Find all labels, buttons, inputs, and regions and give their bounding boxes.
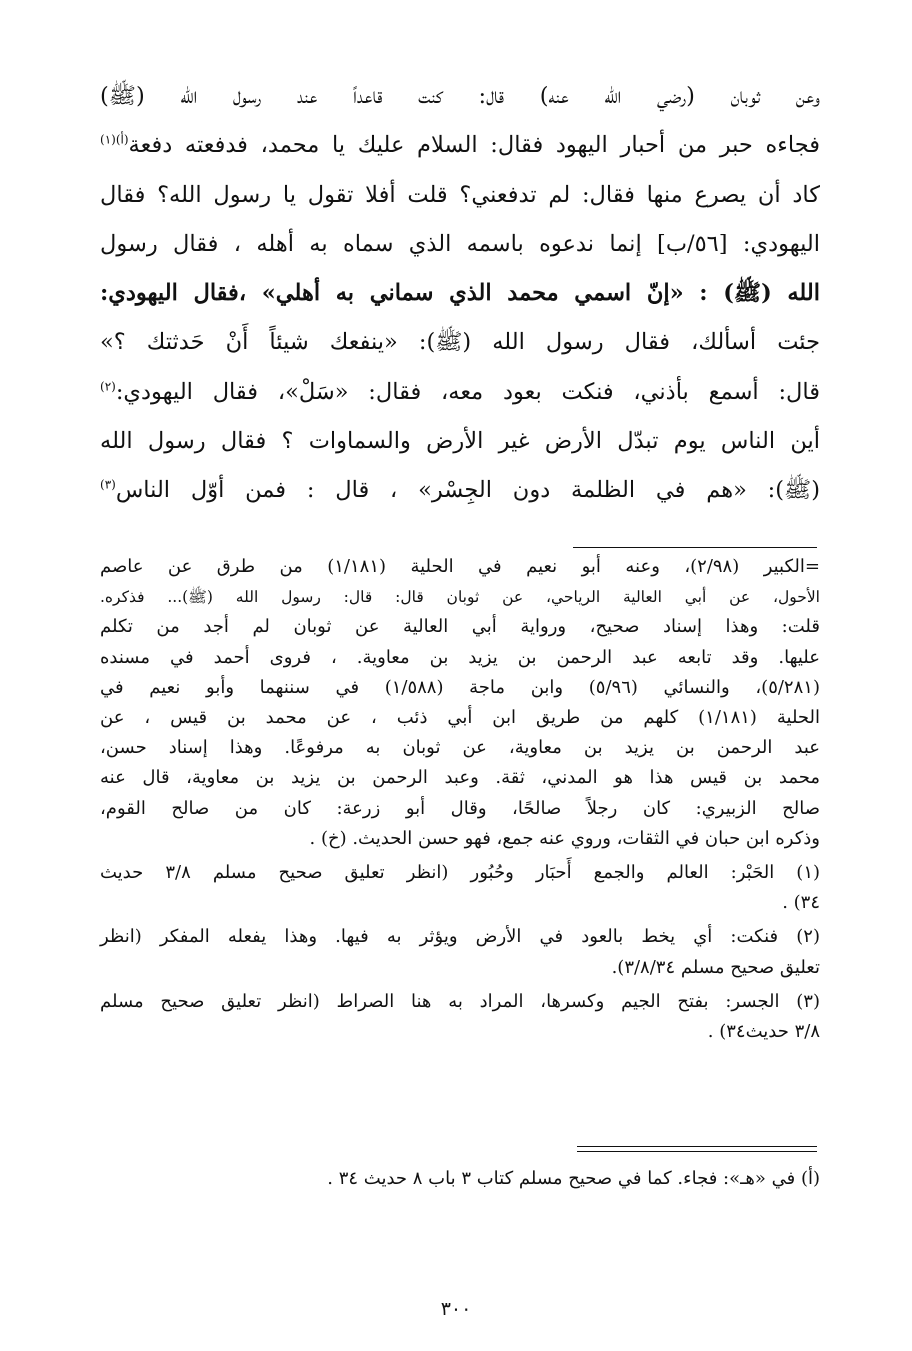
main-line: اليهودي: [٥٦/ب] إنما ندعوه باسمه الذي سماه به أهله ، فقال رسول xyxy=(100,230,820,257)
main-text xyxy=(100,72,820,516)
commentary-line: الأحول، عن أبي العالية الرياحي، عن ثوبان قال: قال: رسول الله (ﷺ)... فذكره. xyxy=(100,588,820,607)
main-line: الله (ﷺ) : «إنّ اسمي محمد الذي سماني به أهلي» ،فقال اليهودي: xyxy=(100,280,820,307)
main-line-start: فجاءه حبر من أحبار اليهود فقال: السلام عليك يا محمد، فدفعته دفعة xyxy=(128,132,820,159)
footnote-line: (١) الحَبْر: العالم والجمع أَحبَار وحُبُور (انظر تعليق صحيح مسلم ٣/٨ حديث xyxy=(100,862,821,884)
main-line: جئت أسألك، فقال رسول الله (ﷺ): «ينفعك شيئاً أَنْ حَدثتك ؟» xyxy=(100,329,820,356)
commentary-line: صالح الزبيري: كان رجلاً صالحًا، وقال أبو زرعة: كان من صالح القوم، xyxy=(100,797,820,819)
footnote-marker[interactable]: (٣) xyxy=(100,477,116,492)
main-line: قال: أسمع بأذني، فنكت بعود معه، فقال: «سَلْ»، فقال اليهودي:$^{(٢)}$ xyxy=(100,378,820,405)
footnote-line: تعليق صحيح مسلم ٣/٨/٣٤). xyxy=(611,956,820,978)
commentary-line: الحلية (١/١٨١) كلهم من طريق ابن أبي ذئب ، عن محمد بن قيس ، عن xyxy=(100,707,821,729)
appendix-note: (أ) في «هـ»: فجاء. كما في صحيح مسلم كتاب ٣ باب ٨ حديث ٣٤ . xyxy=(327,1168,820,1189)
commentary xyxy=(100,552,820,854)
commentary-line: محمد بن قيس هذا هو المدني، ثقة. وعبد الرحمن بن يزيد بن معاوية، قال عنه xyxy=(100,767,820,789)
footnote-marker[interactable]: (٢) xyxy=(100,379,116,394)
main-line: وعن ثوبان (رضي الله عنه) قال: كنت قاعداً عند رسول الله (ﷺ) xyxy=(100,83,820,109)
footnote-line: ٣/٨ حديث٣٤) . xyxy=(707,1021,820,1043)
appendix-separator xyxy=(577,1146,817,1152)
commentary-line: =الكبير (٢/٩٨)، وعنه أبو نعيم في الحلية (١/١٨١) من طرق عن عاصم xyxy=(100,556,820,577)
footnote-line: (٣) الجسر: بفتح الجيم وكسرها، المراد به هنا الصراط (انظر تعليق صحيح مسلم xyxy=(100,990,820,1012)
commentary-line: قلت: وهذا إسناد صحيح، ورواية أبي العالية عن ثوبان لم أجد من تكلم xyxy=(100,616,820,638)
footnote-separator xyxy=(573,547,817,548)
footnote-line: (٢) فنكت: أي يخط بالعود في الأرض ويؤثر به فيها. وهذا يفعله المفكر (انظر xyxy=(100,926,820,948)
main-line xyxy=(100,121,820,170)
footnote-marker[interactable]: (أ) xyxy=(115,132,129,147)
main-line: أين الناس يوم تبدّل الأرض غير الأرض والسماوات ؟ فقال رسول الله xyxy=(100,428,820,455)
commentary-line: عليها. وقد تابعه عبد الرحمن بن يزيد بن معاوية. ، فروى أحمد في مسنده xyxy=(100,646,820,668)
main-line: (ﷺ): «هم في الظلمة دون الجِسْر» ، قال : فمن أوّل الناس$^{(٣)}$ xyxy=(100,477,820,504)
commentary-line: (٥/٢٨١)، والنسائي (٥/٩٦) وابن ماجة (١/٥٨٨) في سننهما وأبو نعيم في xyxy=(100,676,820,698)
footnotes-area xyxy=(100,552,820,1047)
page-number: ٣٠٠ xyxy=(440,1298,472,1320)
footnote-line: ٣٤) . xyxy=(782,892,820,914)
footnote-1 xyxy=(100,858,820,918)
footnote-marker[interactable]: (١) xyxy=(100,132,116,147)
commentary-line: عبد الرحمن بن يزيد بن معاوية، عن ثوبان به مرفوعًا. وهذا إسناد حسن، xyxy=(100,737,820,759)
footnote-2 xyxy=(100,922,820,982)
main-line: كاد أن يصرع منها فقال: لم تدفعني؟ قلت أفلا تقول يا رسول الله؟ فقال xyxy=(100,181,820,208)
footnote-3 xyxy=(100,987,820,1047)
commentary-line: وذكره ابن حبان في الثقات، وروي عنه جمع، فهو حسن الحديث. (خ) . xyxy=(309,827,820,849)
